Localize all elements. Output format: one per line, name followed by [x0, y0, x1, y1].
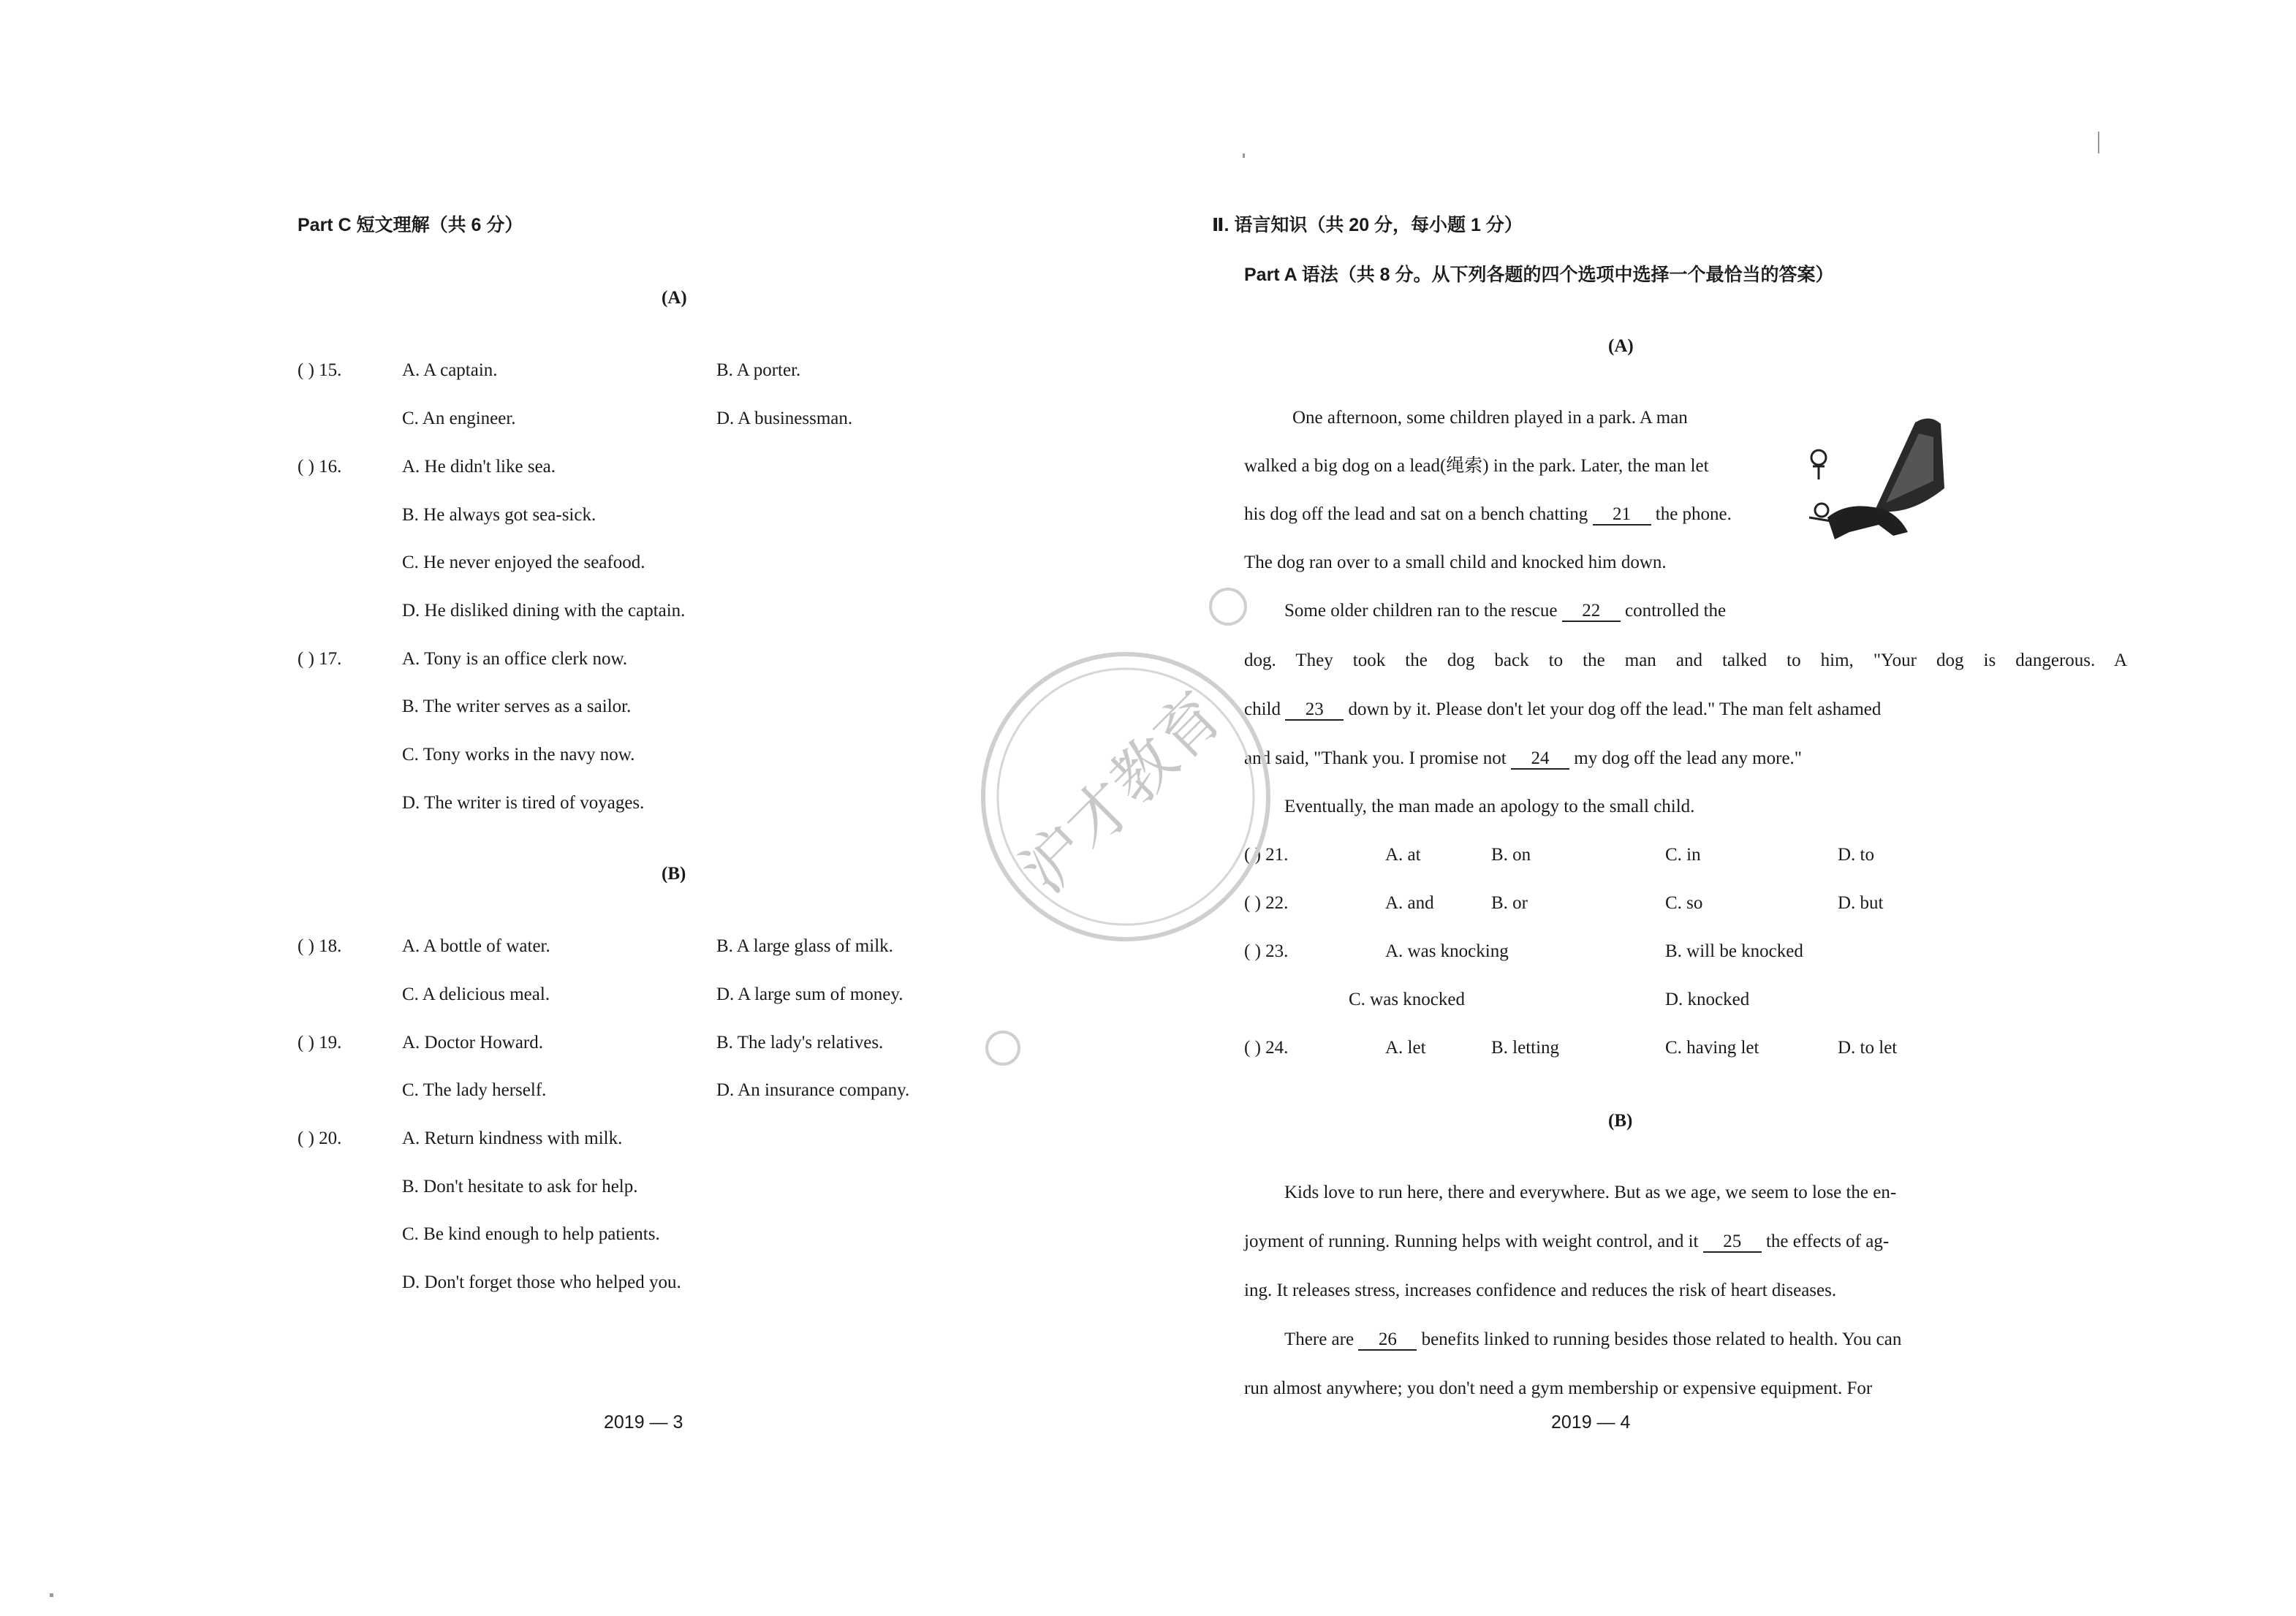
q23-option-a[interactable]: A. was knocking [1385, 941, 1509, 961]
passage-b-line-4-pre: There are [1284, 1329, 1355, 1349]
blank-21[interactable]: 21 [1593, 505, 1651, 526]
passage-a-line-1: One afternoon, some children played in a park. A man [1292, 408, 1688, 428]
section-a-label: (A) [662, 288, 687, 308]
q16-option-a[interactable]: A. He didn't like sea. [402, 457, 556, 477]
passage-a-line-7 [1244, 698, 1881, 721]
part-c-header: Part C 短文理解（共 6 分） [298, 215, 523, 235]
question-21-number[interactable]: ( ) 21. [1244, 845, 1289, 865]
passage-b-line-2 [1244, 1230, 1889, 1253]
passage-b-line-2-pre: joyment of running. Running helps with weight control, and it [1244, 1232, 1699, 1251]
passage-a-line-9: Eventually, the man made an apology to the small child. [1284, 797, 1695, 816]
blank-26[interactable]: 26 [1358, 1330, 1417, 1351]
question-17-number[interactable]: ( ) 17. [298, 649, 342, 669]
scan-speck [2098, 132, 2099, 153]
q15-option-a[interactable]: A. A captain. [402, 360, 498, 380]
section-a-label-right: (A) [1608, 336, 1634, 356]
q24-option-c[interactable]: C. having let [1665, 1038, 1759, 1058]
question-22-number[interactable]: ( ) 22. [1244, 893, 1289, 913]
watermark-text: 沪才教育 [1007, 678, 1238, 908]
section-b-label-right: (B) [1608, 1111, 1633, 1131]
passage-b-line-4 [1284, 1328, 1901, 1351]
passage-a-line-8 [1244, 747, 1802, 770]
q17-option-c[interactable]: C. Tony works in the navy now. [402, 745, 635, 765]
q18-option-b[interactable]: B. A large glass of milk. [716, 936, 893, 956]
question-20-number[interactable]: ( ) 20. [298, 1128, 342, 1148]
q17-option-a[interactable]: A. Tony is an office clerk now. [402, 649, 628, 669]
page-number-left: 2019 — 3 [604, 1412, 683, 1433]
blank-24[interactable]: 24 [1511, 749, 1569, 770]
passage-a-line-4: The dog ran over to a small child and knocked him down. [1244, 553, 1667, 572]
passage-a-line-7-post: down by it. Please don't let your dog off the lead." The man felt ashamed [1348, 699, 1882, 719]
q24-option-d[interactable]: D. to let [1838, 1038, 1898, 1058]
passage-a-line-8-pre: and said, "Thank you. I promise not [1244, 748, 1507, 768]
question-19-number[interactable]: ( ) 19. [298, 1033, 342, 1052]
q19-option-b[interactable]: B. The lady's relatives. [716, 1033, 884, 1052]
q21-option-a[interactable]: A. at [1385, 845, 1421, 865]
scan-speck [1243, 153, 1245, 158]
q20-option-d[interactable]: D. Don't forget those who helped you. [402, 1272, 681, 1292]
q18-option-d[interactable]: D. A large sum of money. [716, 985, 903, 1004]
q22-option-c[interactable]: C. so [1665, 893, 1703, 913]
q16-option-c[interactable]: C. He never enjoyed the seafood. [402, 553, 645, 572]
passage-b-line-5: run almost anywhere; you don't need a gym membership or expensive equipment. For [1244, 1378, 1873, 1398]
q15-option-b[interactable]: B. A porter. [716, 360, 801, 380]
q23-option-c[interactable]: C. was knocked [1349, 990, 1465, 1009]
q24-option-a[interactable]: A. let [1385, 1038, 1426, 1058]
blank-22[interactable]: 22 [1562, 602, 1621, 622]
q19-option-c[interactable]: C. The lady herself. [402, 1080, 547, 1100]
question-23-number[interactable]: ( ) 23. [1244, 941, 1289, 961]
passage-a-line-3-post: the phone. [1655, 504, 1732, 524]
q21-option-d[interactable]: D. to [1838, 845, 1874, 865]
watermark-dot-top-icon [1206, 585, 1250, 629]
q23-option-b[interactable]: B. will be knocked [1665, 941, 1803, 961]
q19-option-d[interactable]: D. An insurance company. [716, 1080, 910, 1100]
scan-speck [50, 1593, 53, 1597]
passage-a-line-5-pre: Some older children ran to the rescue [1284, 601, 1558, 621]
q24-option-b[interactable]: B. letting [1491, 1038, 1560, 1058]
q16-option-b[interactable]: B. He always got sea-sick. [402, 505, 596, 525]
q17-option-d[interactable]: D. The writer is tired of voyages. [402, 793, 645, 813]
passage-b-line-3: ing. It releases stress, increases confidence and reduces the risk of heart diseases. [1244, 1281, 1837, 1300]
dog-illustration-icon [1806, 408, 1959, 561]
watermark-stamp-icon [972, 643, 1279, 950]
q22-option-a[interactable]: A. and [1385, 893, 1434, 913]
q17-option-b[interactable]: B. The writer serves as a sailor. [402, 697, 632, 716]
passage-b-line-1: Kids love to run here, there and everywhere. But as we age, we seem to lose the en- [1284, 1183, 1897, 1202]
q20-option-a[interactable]: A. Return kindness with milk. [402, 1128, 623, 1148]
passage-a-line-3-pre: his dog off the lead and sat on a bench chatting [1244, 504, 1588, 524]
passage-a-line-7-pre: child [1244, 699, 1281, 719]
passage-a-line-8-post: my dog off the lead any more." [1574, 748, 1803, 768]
question-15-number[interactable]: ( ) 15. [298, 360, 342, 380]
part-a-header: Part A 语法（共 8 分。从下列各题的四个选项中选择一个最恰当的答案） [1244, 265, 1834, 285]
passage-a-line-3 [1244, 503, 1732, 526]
passage-a-line-2: walked a big dog on a lead(绳索) in the park. Later, the man let [1244, 456, 1709, 476]
q22-option-b[interactable]: B. or [1491, 893, 1528, 913]
q23-option-d[interactable]: D. knocked [1665, 990, 1750, 1009]
q21-option-b[interactable]: B. on [1491, 845, 1531, 865]
passage-a-line-5-post: controlled the [1624, 601, 1727, 621]
passage-a-line-6: dog. They took the dog back to the man and talked to him, "Your dog is dangerous. A [1244, 650, 2127, 670]
passage-a-line-5 [1284, 599, 1726, 623]
blank-25[interactable]: 25 [1703, 1232, 1762, 1253]
q15-option-d[interactable]: D. A businessman. [716, 409, 853, 428]
page-number-right: 2019 — 4 [1551, 1412, 1631, 1433]
watermark-dot-bottom-icon [982, 1028, 1023, 1069]
section-b-label: (B) [662, 864, 686, 884]
question-18-number[interactable]: ( ) 18. [298, 936, 342, 956]
question-24-number[interactable]: ( ) 24. [1244, 1038, 1289, 1058]
q15-option-c[interactable]: C. An engineer. [402, 409, 516, 428]
section-ii-header: Ⅱ. 语言知识（共 20 分，每小题 1 分） [1212, 215, 1523, 235]
question-16-number[interactable]: ( ) 16. [298, 457, 342, 477]
q22-option-d[interactable]: D. but [1838, 893, 1884, 913]
q21-option-c[interactable]: C. in [1665, 845, 1701, 865]
right-page [1148, 0, 2296, 1616]
q18-option-a[interactable]: A. A bottle of water. [402, 936, 550, 956]
q20-option-c[interactable]: C. Be kind enough to help patients. [402, 1224, 660, 1244]
blank-23[interactable]: 23 [1285, 700, 1344, 721]
q16-option-d[interactable]: D. He disliked dining with the captain. [402, 601, 686, 621]
q20-option-b[interactable]: B. Don't hesitate to ask for help. [402, 1177, 638, 1196]
q19-option-a[interactable]: A. Doctor Howard. [402, 1033, 544, 1052]
passage-b-line-4-post: benefits linked to running besides those related to health. You can [1421, 1329, 1902, 1349]
passage-b-line-2-post: the effects of ag- [1765, 1232, 1890, 1251]
q18-option-c[interactable]: C. A delicious meal. [402, 985, 550, 1004]
